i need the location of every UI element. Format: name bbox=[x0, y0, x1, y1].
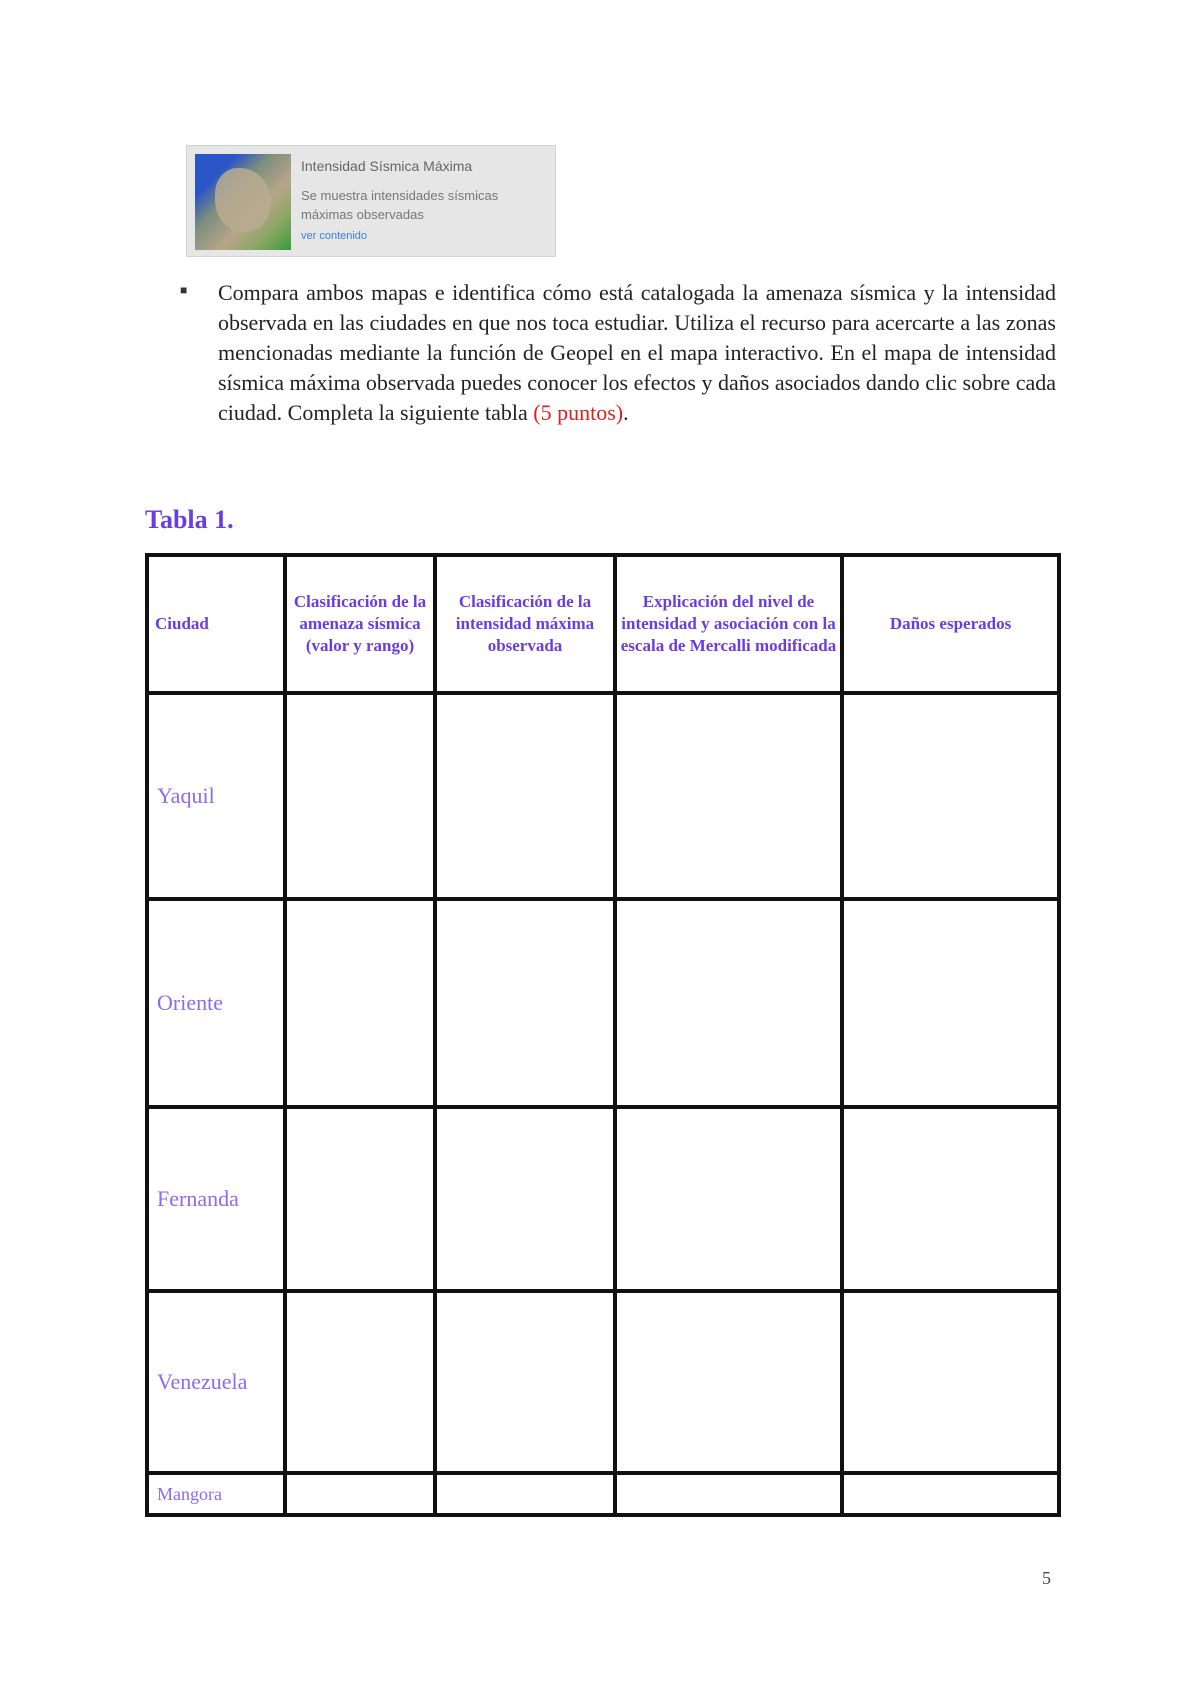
cities-table bbox=[145, 553, 1061, 1517]
link-preview-url[interactable]: ver contenido bbox=[301, 230, 368, 242]
table-cell-empty[interactable] bbox=[615, 899, 842, 1107]
table-cell-empty[interactable] bbox=[435, 899, 615, 1107]
table-cell-city: Oriente bbox=[147, 899, 285, 1107]
table-header-row bbox=[147, 555, 1059, 693]
table-cell-city: Yaquil bbox=[147, 693, 285, 899]
table-row bbox=[147, 1291, 1059, 1473]
header-hazard: Clasificación de la amenaza sísmica (valor y rango) bbox=[285, 555, 435, 693]
header-explanation: Explicación del nivel de intensidad y asociación con la escala de Mercalli modificada bbox=[615, 555, 842, 693]
table-cell-city: Venezuela bbox=[147, 1291, 285, 1473]
link-preview-card[interactable] bbox=[186, 145, 556, 257]
table-cell-empty[interactable] bbox=[435, 1473, 615, 1515]
link-preview-title: Intensidad Sísmica Máxima bbox=[301, 158, 473, 174]
header-city: Ciudad bbox=[147, 555, 285, 693]
table-row bbox=[147, 899, 1059, 1107]
table-cell-empty[interactable] bbox=[842, 693, 1059, 899]
table-cell-empty[interactable] bbox=[285, 899, 435, 1107]
table-label: Tabla 1. bbox=[145, 505, 234, 534]
instructions-points: (5 puntos) bbox=[533, 400, 624, 425]
instructions-text: Compara ambos mapas e identifica cómo está catalogada la amenaza sísmica y la intensidad observada en las ciudades en que nos toca estudiar. Utiliza el recurso para acercarte a las zonas mencionadas mediante la función de Geopel en el mapa interactivo. En el mapa de intensidad sísmica máxima observada puedes conocer los efectos y daños asociados dando clic sobre cada ciudad. Completa la siguiente tabla bbox=[218, 280, 1056, 425]
table-cell-empty[interactable] bbox=[615, 1107, 842, 1291]
table-cell-empty[interactable] bbox=[285, 693, 435, 899]
header-intensity: Clasificación de la intensidad máxima observada bbox=[435, 555, 615, 693]
table-cell-empty[interactable] bbox=[435, 693, 615, 899]
table-cell-empty[interactable] bbox=[285, 1473, 435, 1515]
header-damage: Daños esperados bbox=[842, 555, 1059, 693]
bullet-icon: ■ bbox=[180, 283, 188, 297]
table-cell-empty[interactable] bbox=[285, 1291, 435, 1473]
table-row bbox=[147, 693, 1059, 899]
map-thumbnail-icon bbox=[195, 154, 291, 250]
table-cell-city: Mangora bbox=[147, 1473, 285, 1515]
table-cell-empty[interactable] bbox=[842, 1473, 1059, 1515]
table-cell-empty[interactable] bbox=[615, 693, 842, 899]
table-cell-empty[interactable] bbox=[615, 1291, 842, 1473]
table-cell-empty[interactable] bbox=[435, 1107, 615, 1291]
table-cell-city: Fernanda bbox=[147, 1107, 285, 1291]
table-row bbox=[147, 1107, 1059, 1291]
table-cell-empty[interactable] bbox=[435, 1291, 615, 1473]
table-cell-empty[interactable] bbox=[285, 1107, 435, 1291]
link-preview-description: Se muestra intensidades sísmicas máximas observadas bbox=[301, 188, 499, 222]
table-cell-empty[interactable] bbox=[842, 1291, 1059, 1473]
table-cell-empty[interactable] bbox=[842, 1107, 1059, 1291]
page-number: 5 bbox=[1042, 1568, 1051, 1588]
table-row bbox=[147, 1473, 1059, 1515]
table-cell-empty[interactable] bbox=[615, 1473, 842, 1515]
table-cell-empty[interactable] bbox=[842, 899, 1059, 1107]
instructions-paragraph: Compara ambos mapas e identifica cómo está catalogada la amenaza sísmica y la intensidad observada en las ciudades en que nos toca estudiar. Utiliza el recurso para acercarte a las zonas mencionadas mediante la función de Geopel en el mapa interactivo. En el mapa de intensidad sísmica máxima observada puedes conocer los efectos y daños asociados dando clic sobre cada ciudad. Completa la siguiente tabla (5 puntos). bbox=[218, 280, 1056, 425]
